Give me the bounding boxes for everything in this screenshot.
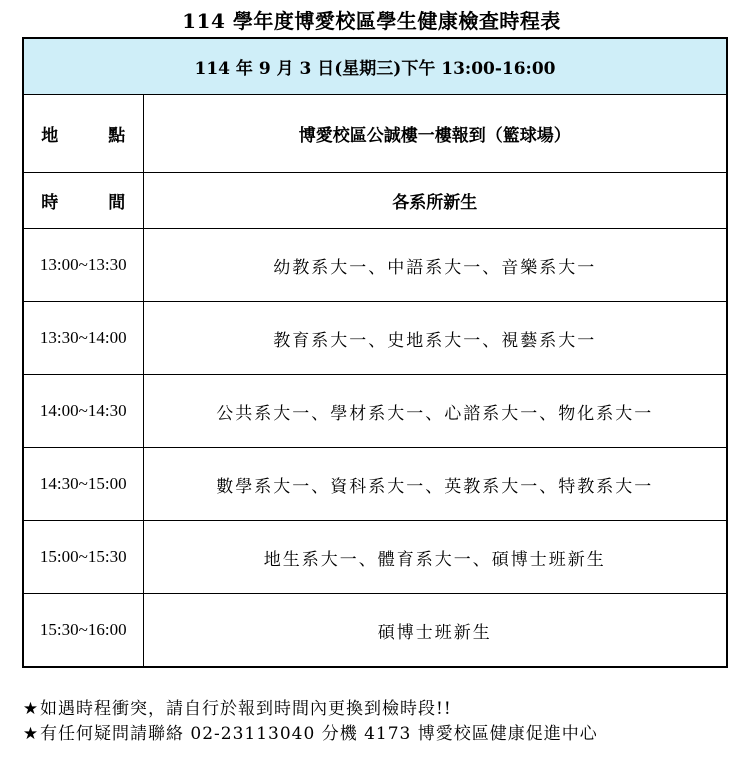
slot-departments: 公共系大一、學材系大一、心諮系大一、物化系大一: [143, 375, 727, 448]
table-row: [23, 521, 727, 594]
table-row: [23, 594, 727, 668]
star-icon: ★: [22, 724, 40, 744]
notes-section: [22, 697, 732, 747]
date-row: [23, 38, 727, 95]
location-row: [23, 95, 727, 173]
note-text: 如遇時程衝突，請自行於報到時間內更換到檢時段!!: [40, 699, 452, 719]
group-header: 各系所新生: [143, 173, 727, 229]
note-contact: [22, 722, 732, 747]
note-conflict: [22, 697, 732, 722]
location-value: 博愛校區公誠樓一樓報到（籃球場）: [143, 95, 727, 173]
time-label: 時 間: [41, 193, 126, 213]
schedule-table: [22, 37, 728, 668]
slot-departments: 教育系大一、史地系大一、視藝系大一: [143, 302, 727, 375]
location-label-cell: [23, 95, 143, 173]
table-row: [23, 375, 727, 448]
slot-departments: 碩博士班新生: [143, 594, 727, 668]
slot-departments: 幼教系大一、中語系大一、音樂系大一: [143, 229, 727, 302]
slot-time: 13:30~14:00: [23, 302, 143, 375]
table-row: [23, 448, 727, 521]
slot-time: 14:00~14:30: [23, 375, 143, 448]
date-cell: 114 年 9 月 3 日(星期三)下午 13:00-16:00: [23, 38, 727, 95]
slot-time: 13:00~13:30: [23, 229, 143, 302]
location-label: 地 點: [41, 126, 126, 146]
table-row: [23, 302, 727, 375]
slot-departments: 數學系大一、資科系大一、英教系大一、特教系大一: [143, 448, 727, 521]
slot-time: 14:30~15:00: [23, 448, 143, 521]
table-row: [23, 229, 727, 302]
slot-departments: 地生系大一、體育系大一、碩博士班新生: [143, 521, 727, 594]
header-row: [23, 173, 727, 229]
time-label-cell: [23, 173, 143, 229]
slot-time: 15:00~15:30: [23, 521, 143, 594]
note-text: 有任何疑問請聯絡 02-23113040 分機 4173 博愛校區健康促進中心: [40, 724, 598, 744]
slot-time: 15:30~16:00: [23, 594, 143, 668]
page-title: 114 學年度博愛校區學生健康檢查時程表: [182, 9, 561, 33]
star-icon: ★: [22, 699, 40, 719]
